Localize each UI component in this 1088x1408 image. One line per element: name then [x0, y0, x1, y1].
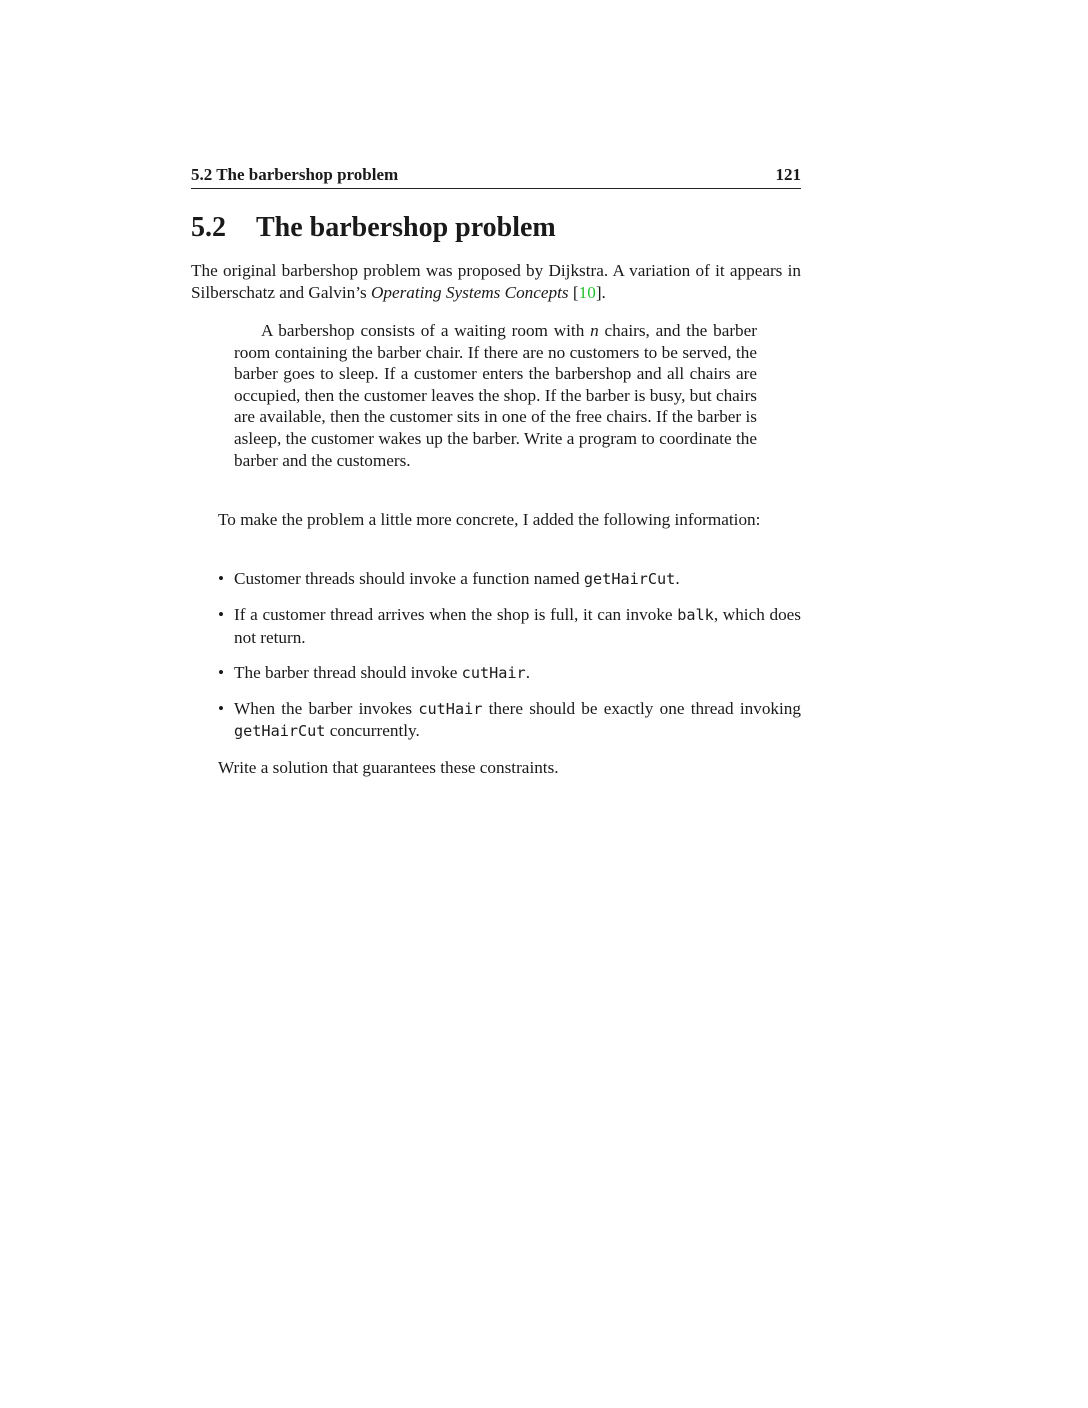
intro-paragraph — [191, 260, 801, 303]
quote-text-1: A barbershop consists of a waiting room with — [261, 321, 591, 340]
book-title: Operating Systems Concepts — [370, 282, 569, 302]
bullet-icon: • — [218, 604, 225, 624]
code-balk: balk — [677, 605, 714, 624]
running-header-title: 5.2 The barbershop problem — [191, 165, 399, 184]
intro-text: The original barbershop problem was proposed by Dijkstra. A variation of it appears in Silberschatz and Galvin’s — [191, 261, 801, 302]
code-get-hair-cut: getHairCut — [583, 570, 676, 588]
cite-open: [ — [568, 282, 579, 302]
list-item: • When the barber invokes cutHair there should be exactly one thread invoking getHairCut concurrently. — [218, 698, 801, 741]
code-cut-hair: cutHair — [418, 699, 483, 718]
list-item: • If a customer thread arrives when the shop is full, it can invoke balk, which does not return. — [218, 604, 801, 647]
citation-link[interactable]: 10 — [578, 282, 596, 302]
closing-paragraph: Write a solution that guarantees these constraints. — [218, 758, 559, 777]
bullet-icon: • — [218, 662, 225, 682]
constraints-list — [191, 568, 801, 756]
code-get-hair-cut: getHairCut — [234, 722, 326, 741]
section-title: The barbershop problem — [256, 212, 556, 243]
clarification-paragraph: To make the problem a little more concrete, I added the following information: — [218, 510, 761, 529]
list-item: • Customer threads should invoke a function named getHairCut. — [218, 569, 680, 588]
bullet-icon: • — [218, 698, 225, 718]
cite-close: ]. — [595, 282, 606, 302]
section-number: 5.2 — [191, 212, 226, 243]
list-item: • The barber thread should invoke cutHair. — [218, 662, 530, 682]
problem-quote — [234, 320, 757, 471]
page-number: 121 — [775, 165, 801, 184]
running-header — [191, 165, 801, 189]
bullet-icon: • — [218, 569, 225, 588]
section-heading — [191, 212, 556, 244]
quote-variable-n: n — [590, 321, 599, 340]
quote-text-2: chairs, and the barber room containing the barber chair. If there are no customers to be served, the barber goes to sleep. If a customer enters the barbershop and all chairs are occupied, then the customer leaves the shop. If the barber is busy, but chairs are available, then the customer sits in one of the free chairs. If the barber is asleep, the customer wakes up the barber. Write a program to coordinate the barber and the customers. — [234, 321, 757, 470]
code-cut-hair: cutHair — [461, 663, 526, 682]
